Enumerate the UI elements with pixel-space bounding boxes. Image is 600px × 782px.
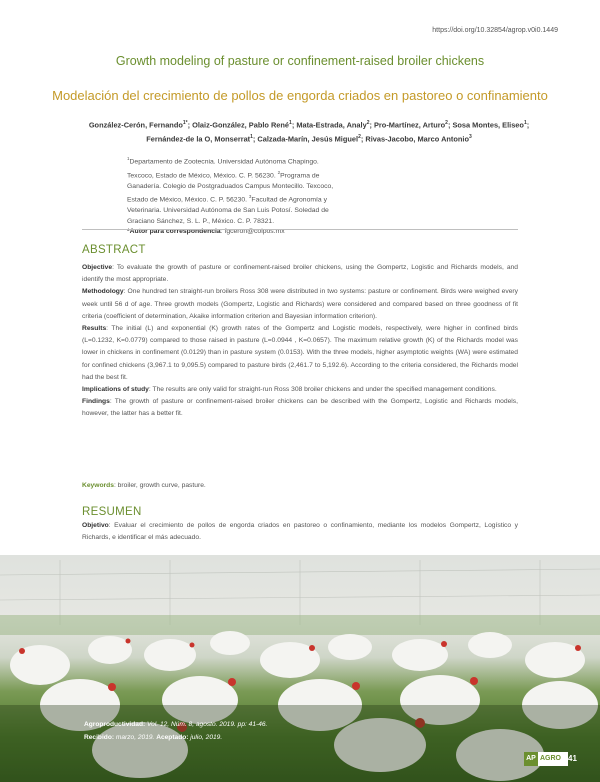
author-affil-mark: 1 [250, 134, 253, 141]
title-english: Growth modeling of pasture or confinement-raised broiler chickens [115, 54, 485, 68]
abstract-body [82, 262, 518, 421]
doi-link[interactable]: https://doi.org/10.32854/agrop.v0i0.1449 [432, 27, 558, 34]
author-name: ; Pro-Martínez, Arturo [369, 120, 446, 130]
affil-mark: 1 [127, 156, 130, 161]
corresponding-label: *Autor para correspondencia [127, 228, 221, 236]
author-affil-mark: 2 [358, 134, 361, 141]
journal-logo-text: AGRO [540, 755, 561, 762]
author-affil-mark: 1* [182, 120, 188, 126]
author-name: ; Rivas-Jacobo, Marco Antonio [360, 134, 469, 144]
author-name: González-Cerón, Fernando [88, 120, 183, 130]
abstract-findings: Findings: The growth of pasture or confinement-raised broiler chickens can be described with the Gompertz, Logistic and Richards models, however, the latter has a better fit. [82, 398, 518, 418]
received-accepted-dates: Recibido: marzo, 2019. Aceptado: julio, 2019. [84, 734, 223, 741]
affil-mark: 3 [248, 194, 252, 200]
chicken-pasture-photo [0, 555, 600, 782]
abstract-methodology: Methodology: One hundred ten straight-run broilers Ross 308 were distributed in two systems: pasture or confinement. Birds were weighed every week until 56 d of age. Three growth models (Gompertz, Logistic and Richards) were considered and compared based on three goodness of fit criteria (coefficient of determination, Akaike information criterion and Bayesian information criterion). [82, 288, 518, 320]
abstract-implications: Implications of study: The results are only valid for straight-run Ross 308 broiler chickens and under the specified management conditions. [82, 386, 497, 394]
abstract-results: Results: The initial (L) and exponential (K) growth rates of the Gompertz and Logistic models, respectively, were higher in confined birds (L=0.1232, K=0.0779) compared to those raised in pasture (L=0.0944 , K=0.0657). The maximum relative growth (K) of the Richards model was lower in chickens in confinement (0.0129) than in pasture system (0.0153). With the three models, higher asymptotic weights (WA) were estimated for confined chickens (3,967.1 to 9,095.5) compared to pasture birds (2,461.7 to 5,192.6). According to the criteria considered, the Richards model had the best fit. [82, 325, 518, 381]
corresponding-email[interactable]: : fgceron@colpos.mx [220, 228, 285, 236]
keywords: Keywords: broiler, growth curve, pasture. [82, 482, 206, 489]
affiliations [127, 154, 339, 238]
author-affil-mark: 3 [468, 134, 472, 141]
title-spanish: Modelación del crecimiento de pollos de engorda criados en pastoreo o confinamiento [52, 88, 548, 103]
resumen-heading: RESUMEN [82, 506, 142, 518]
journal-logo-mark: AP [524, 752, 538, 766]
author-name: ; Calzada-Marín, Jesús Miguel [252, 134, 359, 144]
author-affil-mark: 2 [445, 120, 448, 126]
author-affil-mark: 1 [289, 120, 292, 126]
resumen-body [82, 520, 518, 544]
author-affil-mark: 2 [366, 120, 370, 126]
author-name: ; Mata-Estrada, Analy [291, 120, 367, 130]
author-name: ; Fernández-de la O, Monserrat [146, 120, 530, 144]
author-affil-mark: 1 [523, 120, 527, 126]
affiliation-1: Departamento de Zootecnia. Universidad Autónoma Chapingo. Texcoco, Estado de México, México. C. P. 56230. [127, 158, 319, 180]
author-list [80, 117, 538, 146]
page-number: 41 [568, 754, 577, 763]
abstract-heading: ABSTRACT [82, 244, 146, 256]
section-divider [82, 229, 518, 230]
publication-info [84, 718, 267, 744]
journal-citation: Agroproductividad: Vol. 12, Núm. 8, agosto. 2019. pp: 41-46. [84, 721, 268, 728]
affiliation-2: Programa de Ganadería. Colegio de Postgraduados Campus Montecillo. Texcoco, Estado de México, México. C. P. 56230. [127, 172, 334, 204]
resumen-objetivo: Objetivo: Evaluar el crecimiento de pollos de engorda criados en pastoreo o confinamiento, mediante los modelos Gompertz, Logístico y Richards, e identificar el más adecuado. [82, 522, 518, 542]
photo-illustration [0, 555, 600, 782]
abstract-objective: Objective: To evaluate the growth of pasture or confinement-raised broiler chickens, using the Gompertz, Logistic and Richards models, and identify the most appropriate. [82, 264, 518, 284]
affiliation-3: Facultad de Agronomía y Veterinaria. Universidad Autónoma de San Luis Potosí. Soledad de Graciano Sánchez, S. L. P., México. C. P. 78321. [127, 196, 329, 225]
author-name: ; Olaiz-González, Pablo René [187, 120, 290, 130]
author-name: ; Sosa Montes, Eliseo [447, 120, 524, 130]
affil-mark: 2 [277, 169, 281, 175]
page-number-divider [562, 752, 563, 766]
